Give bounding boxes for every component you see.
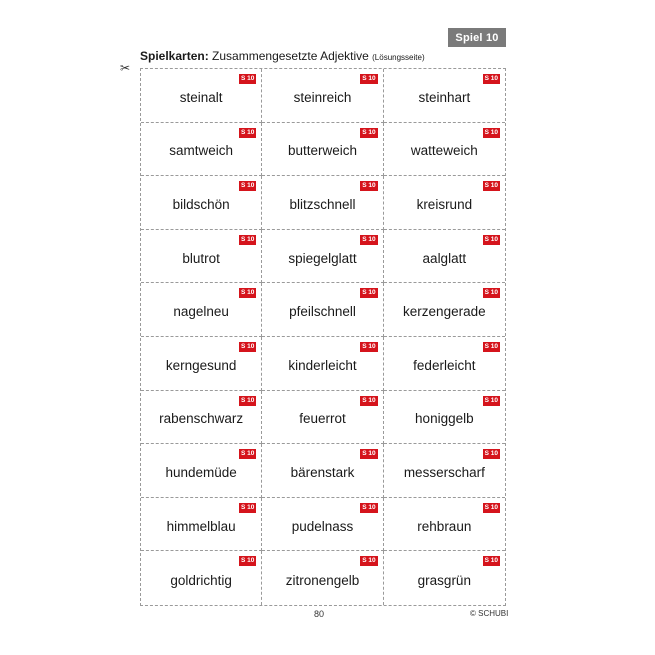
card-tag: S 10 (484, 182, 498, 190)
card-word: pudelnass (291, 518, 354, 534)
card-word: blitzschnell (289, 196, 356, 212)
word-card (262, 337, 383, 391)
word-card (262, 123, 383, 177)
card-tag: S 10 (362, 450, 376, 458)
card-tag: S 10 (362, 235, 376, 243)
card-tag: S 10 (240, 289, 255, 297)
card-word: rehbraun (417, 518, 472, 534)
card-tag: S 10 (240, 450, 255, 458)
card-tag: S 10 (240, 503, 255, 511)
scissors-icon: ✂ (120, 61, 131, 75)
card-word: spiegelglatt (288, 250, 357, 266)
card-word: samtweich (169, 143, 234, 159)
card-tag: S 10 (240, 342, 255, 350)
card-tag: S 10 (362, 396, 376, 404)
card-grid (140, 68, 506, 606)
card-word: steinalt (179, 89, 223, 105)
word-card (141, 391, 262, 445)
card-word: feuerrot (299, 411, 346, 427)
card-tag: S 10 (362, 503, 376, 511)
card-tag: S 10 (484, 557, 498, 565)
card-tag: S 10 (484, 75, 498, 82)
title-note: (Lösungsseite) (372, 53, 425, 62)
word-card (141, 444, 262, 498)
word-card (384, 551, 505, 605)
card-tag: S 10 (362, 128, 376, 136)
card-word: kinderleicht (288, 357, 357, 373)
card-tag: S 10 (240, 75, 255, 82)
word-card (384, 69, 505, 123)
card-tag: S 10 (240, 128, 255, 136)
card-word: rabenschwarz (159, 411, 244, 427)
card-word: federleicht (413, 357, 476, 373)
card-word: steinhart (418, 89, 471, 105)
card-tag: S 10 (240, 235, 255, 243)
card-tag: S 10 (362, 182, 376, 190)
word-card (384, 337, 505, 391)
page-title (140, 49, 425, 63)
word-card (384, 498, 505, 552)
word-card (384, 176, 505, 230)
word-card (141, 337, 262, 391)
word-card (141, 230, 262, 284)
word-card (384, 391, 505, 445)
word-card (384, 230, 505, 284)
card-word: kreisrund (416, 196, 473, 212)
word-card (141, 69, 262, 123)
card-tag: S 10 (484, 128, 498, 136)
card-tag: S 10 (362, 289, 376, 297)
card-tag: S 10 (240, 396, 255, 404)
card-tag: S 10 (362, 342, 376, 350)
word-card (262, 551, 383, 605)
word-card (141, 123, 262, 177)
word-card (141, 283, 262, 337)
card-word: kerngesund (165, 357, 237, 373)
word-card (384, 123, 505, 177)
word-card (141, 551, 262, 605)
card-tag: S 10 (240, 182, 255, 190)
card-word: honiggelb (415, 411, 474, 427)
card-word: bildschön (172, 196, 230, 212)
card-word: bärenstark (290, 464, 355, 480)
card-word: hundemüde (165, 464, 237, 480)
card-word: watteweich (410, 143, 478, 159)
card-tag: S 10 (240, 557, 255, 565)
title-label: Spielkarten: (140, 49, 209, 63)
card-word: himmelblau (166, 518, 236, 534)
word-card (262, 498, 383, 552)
word-card (384, 283, 505, 337)
card-word: butterweich (287, 143, 358, 159)
card-tag: S 10 (484, 450, 498, 458)
word-card (141, 176, 262, 230)
card-word: messerscharf (403, 464, 485, 480)
word-card (262, 69, 383, 123)
card-word: zitronengelb (285, 572, 360, 588)
word-card (262, 444, 383, 498)
card-tag: S 10 (484, 503, 498, 511)
card-word: grasgrün (417, 572, 471, 588)
card-tag: S 10 (362, 75, 376, 82)
copyright-notice: © SCHUBI (470, 609, 509, 618)
word-card (141, 498, 262, 552)
card-word: blutrot (182, 250, 220, 266)
card-word: goldrichtig (170, 572, 232, 588)
card-word: kerzengerade (403, 304, 486, 320)
card-word: nagelneu (173, 304, 229, 320)
card-tag: S 10 (484, 289, 498, 297)
word-card (262, 176, 383, 230)
card-word: aalglatt (422, 250, 467, 266)
card-tag: S 10 (484, 396, 498, 404)
word-card (384, 444, 505, 498)
card-tag: S 10 (484, 342, 498, 350)
game-number-badge: Spiel 10 (448, 28, 506, 47)
word-card (262, 283, 383, 337)
card-tag: S 10 (484, 235, 498, 243)
word-card (262, 391, 383, 445)
word-card (262, 230, 383, 284)
card-word: pfeilschnell (289, 304, 356, 320)
card-tag: S 10 (362, 557, 376, 565)
card-word: steinreich (293, 89, 352, 105)
title-topic: Zusammengesetzte Adjektive (212, 49, 369, 63)
page-number: 80 (314, 609, 325, 619)
